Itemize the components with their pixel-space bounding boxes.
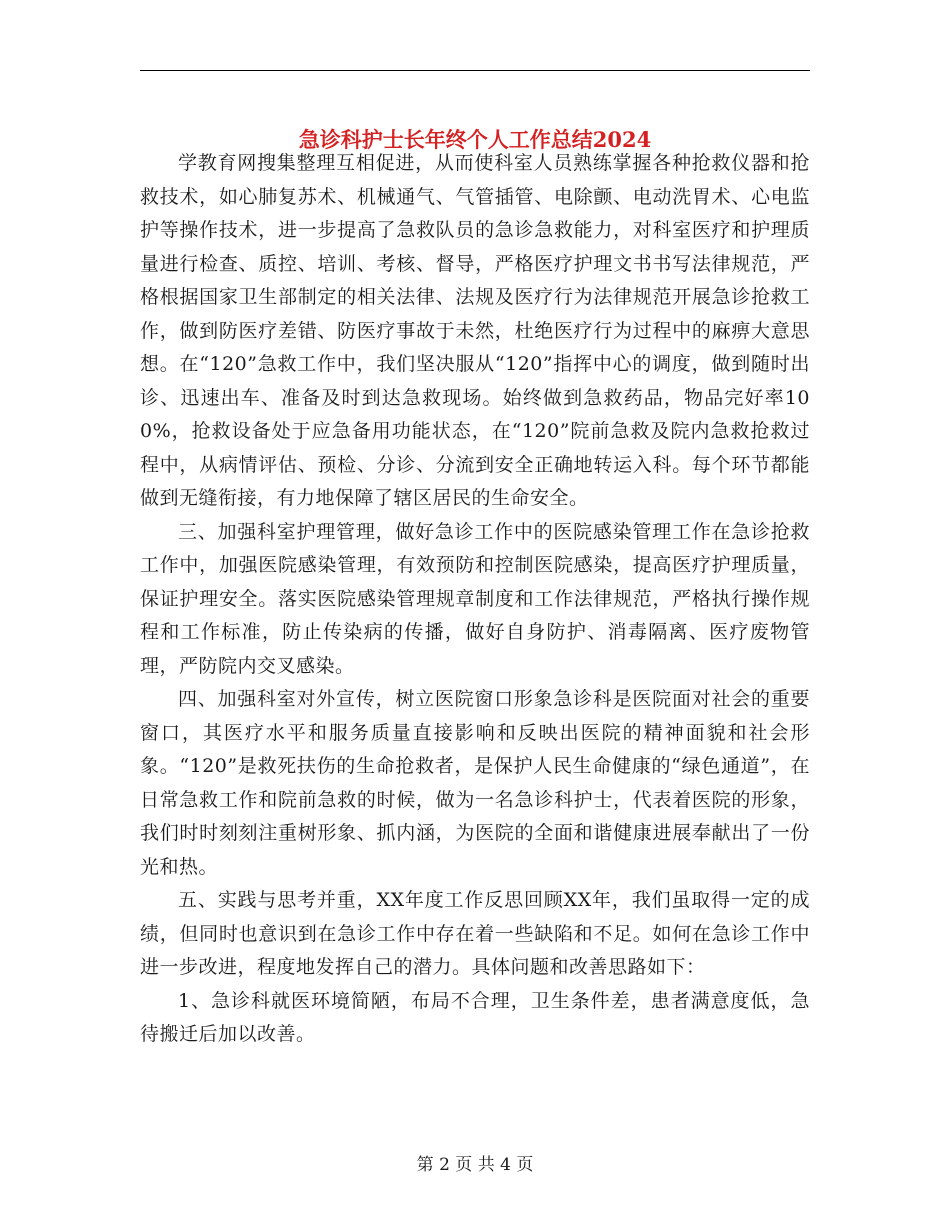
document-body <box>140 147 810 1052</box>
document-title: 急诊科护士长年终个人工作总结2024 <box>298 127 652 153</box>
header-rule <box>140 70 810 71</box>
paragraph: 三、加强科室护理管理，做好急诊工作中的医院感染管理工作在急诊抢救工作中，加强医院感染管理，有效预防和控制医院感染，提高医疗护理质量，保证护理安全。落实医院感染管理规章制度和工作法律规范，严格执行操作规程和工作标准，防止传染病的传播，做好自身防护、消毒隔离、医疗废物管理，严防院内交叉感染。 <box>140 520 810 677</box>
paragraph: 四、加强科室对外宣传，树立医院窗口形象急诊科是医院面对社会的重要窗口，其医疗水平和服务质量直接影响和反映出医院的精神面貌和社会形象。“120”是救死扶伤的生命抢救者，是保护人民生命健康的“绿色通道”，在日常急救工作和院前急救的时候，做为一名急诊科护士，代表着医院的形象，我们时时刻刻注重树形象、抓内涵，为医院的全面和谐健康进展奉献出了一份光和热。 <box>140 688 810 878</box>
paragraph: 五、实践与思考并重，XX年度工作反思回顾XX年，我们虽取得一定的成绩，但同时也意识到在急诊工作中存在着一些缺陷和不足。如何在急诊工作中进一步改进，程度地发挥自己的潜力。具体问题和改善思路如下： <box>140 889 810 978</box>
paragraph: 学教育网搜集整理互相促进，从而使科室人员熟练掌握各种抢救仪器和抢救技术，如心肺复苏术、机械通气、气管插管、电除颤、电动洗胃术、心电监护等操作技术，进一步提高了急救队员的急诊急救能力，对科室医疗和护理质量进行检查、质控、培训、考核、督导，严格医疗护理文书书写法律规范，严格根据国家卫生部制定的相关法律、法规及医疗行为法律规范开展急诊抢救工作，做到防医疗差错、防医疗事故于未然，杜绝医疗行为过程中的麻痹大意思想。在“120”急救工作中，我们坚决服从“120”指挥中心的调度，做到随时出诊、迅速出车、准备及时到达急救现场。始终做到急救药品，物品完好率100%，抢救设备处于应急备用功能状态，在“120”院前急救及院内急救抢救过程中，从病情评估、预检、分诊、分流到安全正确地转运入科。每个环节都能做到无缝衔接，有力地保障了辖区居民的生命安全。 <box>140 152 810 509</box>
paragraph: 1、急诊科就医环境简陋，布局不合理，卫生条件差，患者满意度低，急待搬迁后加以改善。 <box>140 989 810 1045</box>
page-number: 第 2 页 共 4 页 <box>416 1155 534 1175</box>
